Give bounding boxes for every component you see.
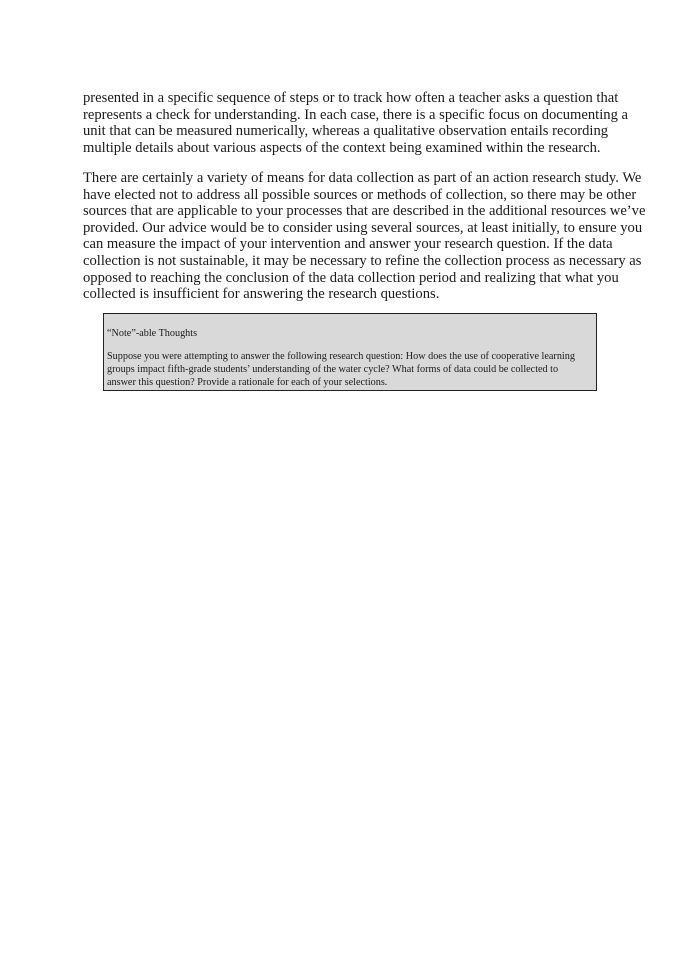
text-line: opposed to reaching the conclusion of the data collection period and realizing that what you: [83, 269, 619, 286]
text-line: multiple details about various aspects of the context being examined within the research.: [83, 139, 601, 156]
note-box-body: [107, 350, 575, 389]
text-line: Suppose you were attempting to answer the following research question: How does the use of cooperative learning: [107, 351, 575, 362]
text-line: represents a check for understanding. In each case, there is a specific focus on documenting a: [83, 106, 629, 123]
text-line: can measure the impact of your intervention and answer your research question. If the data: [83, 236, 613, 253]
text-line: sources that are applicable to your processes that are described in the additional resources we’ve: [83, 203, 646, 220]
note-box-title: “Note”-able Thoughts: [107, 328, 198, 339]
text-line: have elected not to address all possible sources or methods of collection, so there may be other: [83, 186, 637, 203]
text-line: provided. Our advice would be to consider using several sources, at least initially, to ensure you: [83, 219, 643, 236]
text-line: groups impact fifth-grade students’ understanding of the water cycle? What forms of data could be collected to: [107, 364, 559, 375]
text-line: collected is insufficient for answering the research questions.: [83, 286, 440, 303]
text-line: unit that can be measured numerically, whereas a qualitative observation entails recording: [83, 123, 609, 140]
text-line: collection is not sustainable, it may be necessary to refine the collection process as necessary as: [83, 252, 642, 269]
text-line: answer this question? Provide a rationale for each of your selections.: [107, 377, 388, 388]
text-line: There are certainly a variety of means for data collection as part of an action research study. We: [83, 170, 642, 186]
text-line: presented in a specific sequence of steps or to track how often a teacher asks a question that: [83, 90, 619, 106]
paragraph-data-collection: [83, 170, 646, 303]
paragraph-observation: [83, 90, 629, 156]
note-able-thoughts-box: [103, 313, 597, 391]
